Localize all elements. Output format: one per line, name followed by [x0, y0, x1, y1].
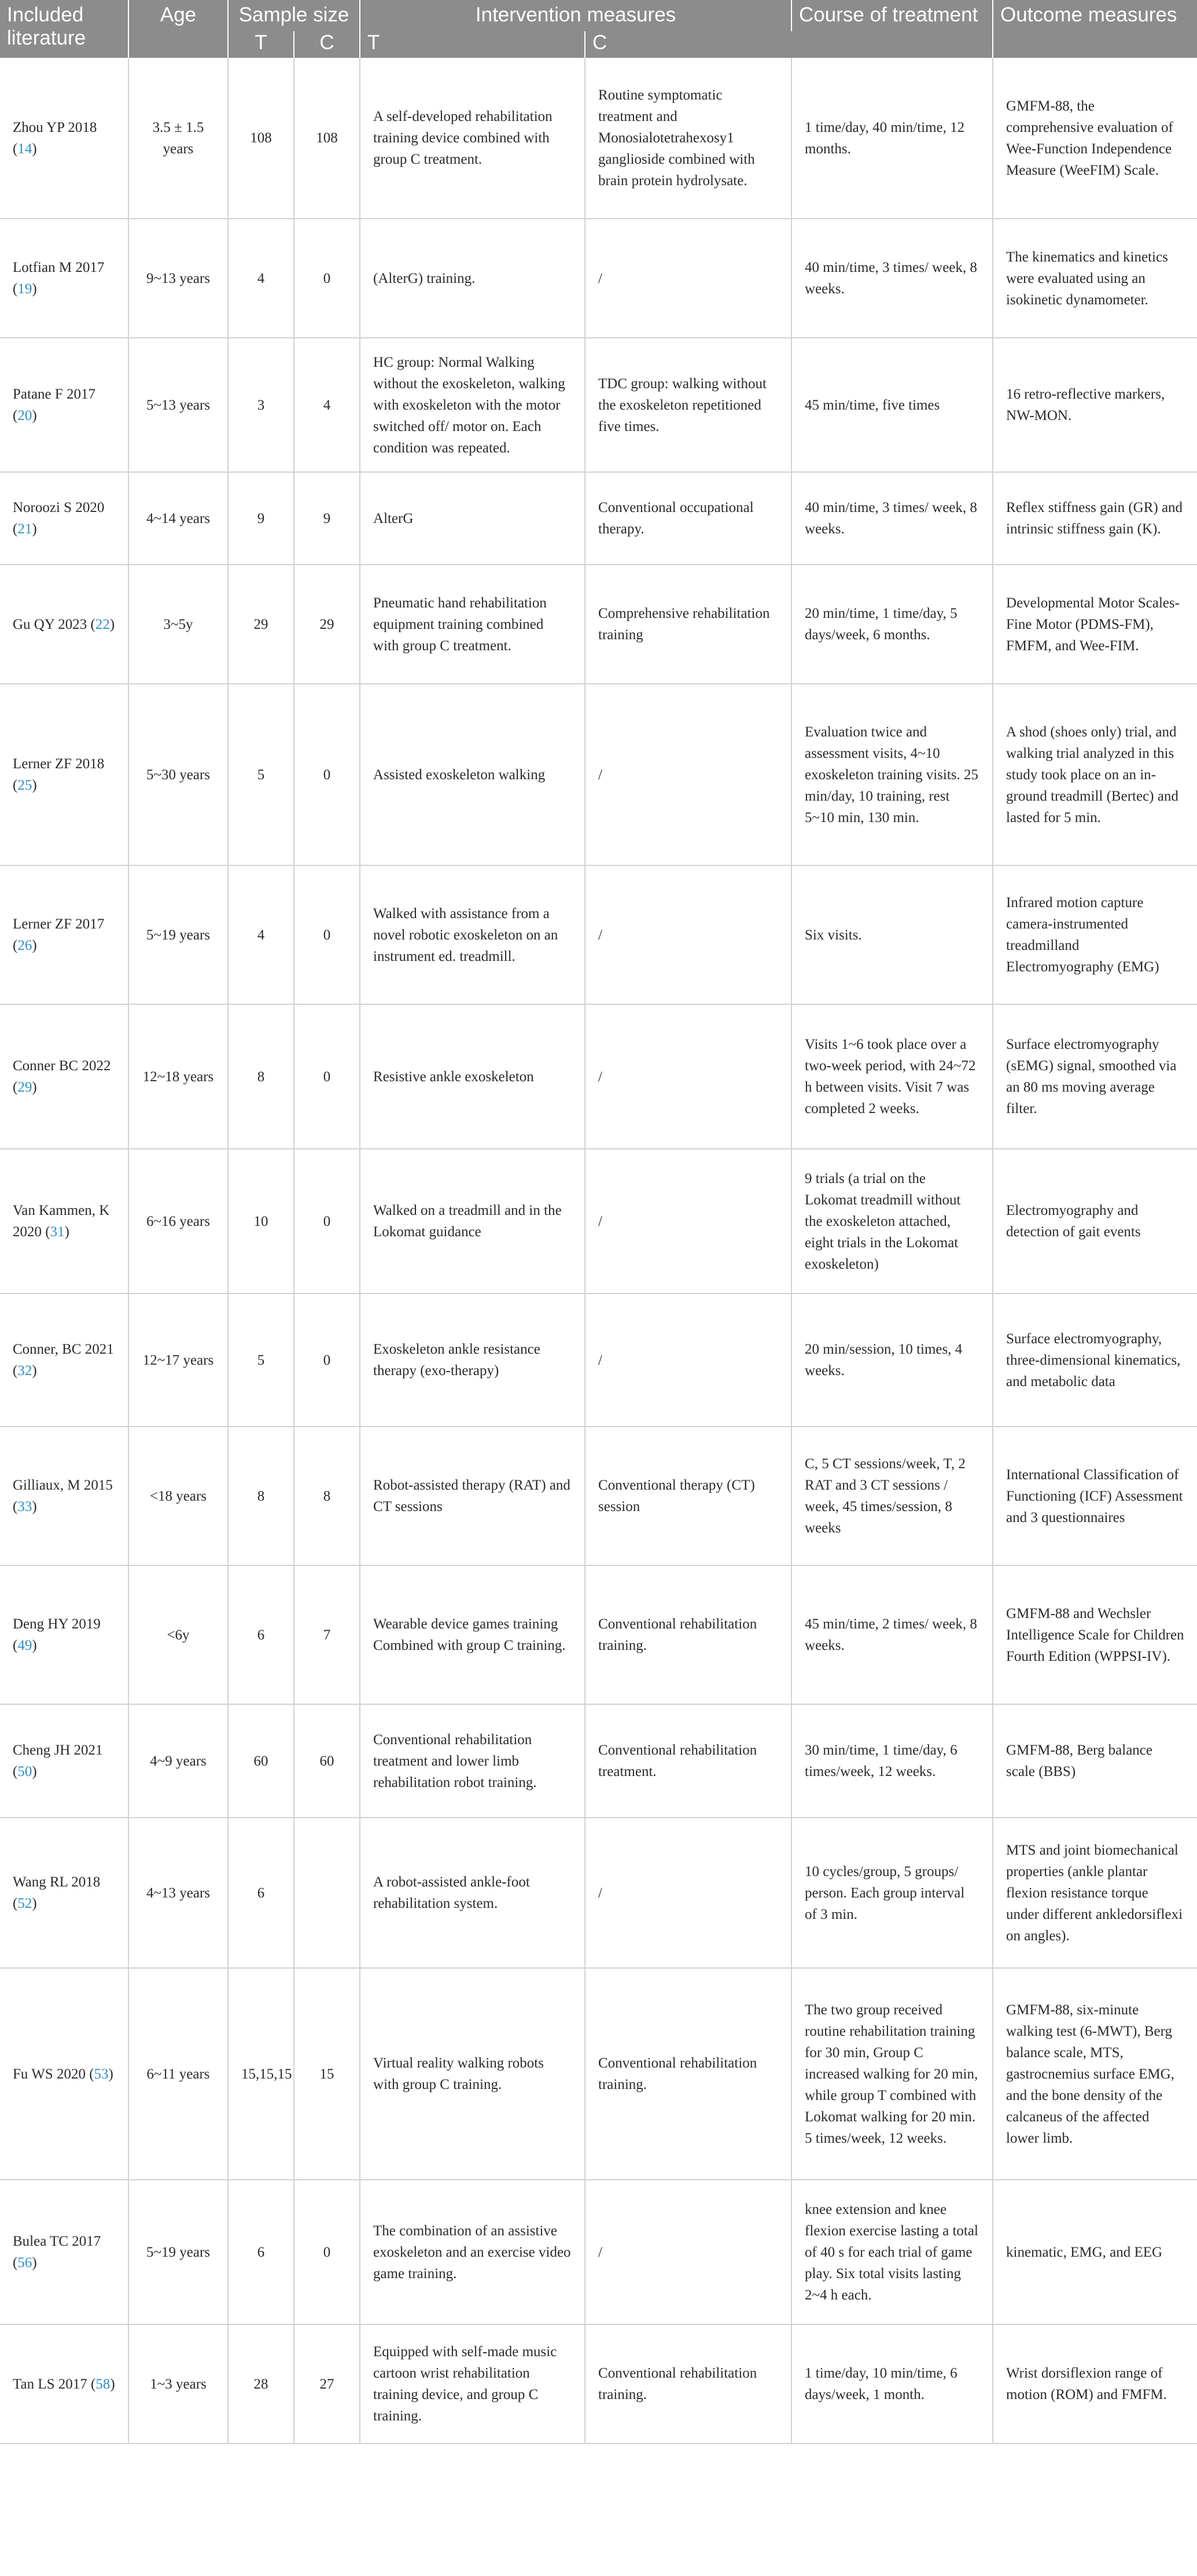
cell-intervention-t: Wearable device games training Combined with group C training. — [360, 1565, 585, 1704]
reference-link[interactable]: 19 — [17, 281, 32, 297]
cell-outcome: Surface electromyography, three-dimensional kinematics, and metabolic data — [993, 1293, 1197, 1427]
cell-outcome: Electromyography and detection of gait events — [993, 1149, 1197, 1293]
cell-intervention-t: Virtual reality walking robots with group C training. — [360, 1968, 585, 2180]
cell-age: 9~13 years — [128, 219, 228, 338]
cell-intervention-c: Conventional occupational therapy. — [585, 472, 791, 565]
cell-intervention-c: Comprehensive rehabilitation training — [585, 565, 791, 684]
cell-course: 45 min/time, five times — [791, 338, 993, 472]
reference-link[interactable]: 22 — [95, 616, 110, 632]
table-row — [0, 2324, 1197, 2444]
cell-outcome: GMFM-88, the comprehensive evaluation of Wee-Function Independence Measure (WeeFIM) Scale. — [993, 58, 1197, 219]
header-sample-size: Sample size — [228, 0, 360, 31]
cell-literature — [0, 1704, 128, 1818]
cell-intervention-t: The combination of an assistive exoskeleton and an exercise video game training. — [360, 2180, 585, 2324]
cell-literature — [0, 2180, 128, 2324]
cell-course: Visits 1~6 took place over a two-week period, with 24~72 h between visits. Visit 7 was completed 2 weeks. — [791, 1004, 993, 1149]
cell-intervention-c: TDC group: walking without the exoskeleton repetitioned five times. — [585, 338, 791, 472]
literature-text: Gilliaux, M 2015 ( — [13, 1477, 113, 1514]
cell-outcome: A shod (shoes only) trial, and walking trial analyzed in this study took place on an in-ground treadmill (Bertec) and lasted for 5 min. — [993, 684, 1197, 865]
cell-age: <6y — [128, 1565, 228, 1704]
literature-text: Cheng JH 2021 ( — [13, 1742, 103, 1779]
cell-literature — [0, 1427, 128, 1565]
header-intervention-t: T — [360, 31, 585, 58]
cell-age: 4~14 years — [128, 472, 228, 565]
cell-intervention-t: Exoskeleton ankle resistance therapy (exo-therapy) — [360, 1293, 585, 1427]
cell-literature — [0, 1565, 128, 1704]
cell-literature — [0, 1818, 128, 1968]
literature-text: Fu WS 2020 ( — [13, 2066, 94, 2082]
cell-sample-t: 10 — [228, 1149, 294, 1293]
reference-link[interactable]: 53 — [94, 2066, 109, 2082]
reference-close: ) — [64, 1224, 69, 1240]
cell-literature — [0, 472, 128, 565]
cell-outcome: Wrist dorsiflexion range of motion (ROM) and FMFM. — [993, 2324, 1197, 2444]
reference-close: ) — [32, 1764, 37, 1779]
reference-close: ) — [110, 2376, 115, 2392]
cell-intervention-t: Equipped with self-made music cartoon wrist rehabilitation training device, and group C training. — [360, 2324, 585, 2444]
table-row — [0, 1427, 1197, 1565]
cell-intervention-t: (AlterG) training. — [360, 219, 585, 338]
cell-age: 3.5 ± 1.5 years — [128, 58, 228, 219]
cell-intervention-t: Walked on a treadmill and in the Lokomat guidance — [360, 1149, 585, 1293]
cell-outcome: International Classification of Functioning (ICF) Assessment and 3 questionnaires — [993, 1427, 1197, 1565]
reference-close: ) — [32, 1499, 37, 1514]
literature-text: Zhou YP 2018 ( — [13, 119, 97, 157]
cell-age: 4~9 years — [128, 1704, 228, 1818]
cell-literature — [0, 1004, 128, 1149]
cell-sample-c: 0 — [294, 2180, 360, 2324]
cell-sample-t: 4 — [228, 219, 294, 338]
cell-course: 20 min/session, 10 times, 4 weeks. — [791, 1293, 993, 1427]
literature-text: Lerner ZF 2018 ( — [13, 756, 105, 793]
reference-link[interactable]: 56 — [17, 2255, 32, 2271]
literature-text: Patane F 2017 ( — [13, 386, 96, 423]
cell-intervention-c: / — [585, 1293, 791, 1427]
cell-outcome: Developmental Motor Scales-Fine Motor (PDMS-FM), FMFM, and Wee-FIM. — [993, 565, 1197, 684]
cell-sample-c: 60 — [294, 1704, 360, 1818]
literature-text: Wang RL 2018 ( — [13, 1874, 101, 1911]
cell-sample-t: 108 — [228, 58, 294, 219]
reference-link[interactable]: 49 — [17, 1638, 32, 1653]
cell-intervention-c: Conventional rehabilitation training. — [585, 1968, 791, 2180]
cell-literature — [0, 684, 128, 865]
reference-close: ) — [32, 1363, 37, 1379]
cell-intervention-c: Routine symptomatic treatment and Monosialotetrahexosy1 ganglioside combined with brain protein hydrolysate. — [585, 58, 791, 219]
cell-intervention-c: / — [585, 1004, 791, 1149]
table-row — [0, 1004, 1197, 1149]
cell-intervention-c: / — [585, 2180, 791, 2324]
cell-course: 20 min/time, 1 time/day, 5 days/week, 6 months. — [791, 565, 993, 684]
cell-course: knee extension and knee flexion exercise lasting a total of 40 s for each trial of game play. Six total visits lasting 2~4 h each. — [791, 2180, 993, 2324]
table-row — [0, 472, 1197, 565]
cell-age: <18 years — [128, 1427, 228, 1565]
cell-intervention-t: Assisted exoskeleton walking — [360, 684, 585, 865]
reference-close: ) — [108, 2066, 113, 2082]
literature-text: Noroozi S 2020 ( — [13, 500, 105, 537]
cell-sample-c: 0 — [294, 219, 360, 338]
header-intervention-c: C — [585, 31, 791, 58]
header-sample-t: T — [228, 31, 294, 58]
reference-close: ) — [32, 521, 37, 537]
cell-course: 10 cycles/group, 5 groups/ person. Each group interval of 3 min. — [791, 1818, 993, 1968]
cell-intervention-c: / — [585, 865, 791, 1004]
cell-outcome: The kinematics and kinetics were evaluated using an isokinetic dynamometer. — [993, 219, 1197, 338]
reference-link[interactable]: 29 — [17, 1079, 32, 1095]
cell-age: 5~30 years — [128, 684, 228, 865]
reference-link[interactable]: 32 — [17, 1363, 32, 1379]
literature-text: Lotfian M 2017 ( — [13, 260, 105, 297]
table-row — [0, 1149, 1197, 1293]
cell-sample-c: 29 — [294, 565, 360, 684]
table-row — [0, 58, 1197, 219]
reference-close: ) — [32, 777, 37, 793]
cell-literature — [0, 1968, 128, 2180]
cell-intervention-t: HC group: Normal Walking without the exoskeleton, walking with exoskeleton with the motor switched off/ motor on. Each condition was repeated. — [360, 338, 585, 472]
cell-sample-t: 15,15,15 — [228, 1968, 294, 2180]
cell-intervention-c: Conventional rehabilitation treatment. — [585, 1704, 791, 1818]
cell-literature — [0, 1293, 128, 1427]
literature-text: Tan LS 2017 ( — [13, 2376, 96, 2392]
cell-sample-t: 6 — [228, 2180, 294, 2324]
cell-course: 1 time/day, 10 min/time, 6 days/week, 1 month. — [791, 2324, 993, 2444]
header-literature: Included literature — [0, 0, 128, 58]
table-row — [0, 1565, 1197, 1704]
cell-age: 5~19 years — [128, 865, 228, 1004]
cell-sample-t: 5 — [228, 1293, 294, 1427]
reference-close: ) — [32, 1896, 37, 1911]
literature-text: Lerner ZF 2017 ( — [13, 916, 105, 953]
reference-close: ) — [32, 141, 37, 157]
reference-close: ) — [32, 1079, 37, 1095]
cell-literature — [0, 338, 128, 472]
cell-age: 6~16 years — [128, 1149, 228, 1293]
reference-link[interactable]: 21 — [17, 521, 32, 537]
cell-course: 40 min/time, 3 times/ week, 8 weeks. — [791, 472, 993, 565]
cell-intervention-t: Resistive ankle exoskeleton — [360, 1004, 585, 1149]
cell-intervention-t: Pneumatic hand rehabilitation equipment training combined with group C treatment. — [360, 565, 585, 684]
reference-close: ) — [109, 616, 115, 632]
cell-age: 5~13 years — [128, 338, 228, 472]
cell-course: The two group received routine rehabilitation training for 30 min, Group C increased walking for 20 min, while group T combined with Lokomat walking for 20 min. 5 times/week, 12 weeks. — [791, 1968, 993, 2180]
cell-outcome: Infrared motion capture camera-instrumented treadmilland Electromyography (EMG) — [993, 865, 1197, 1004]
cell-sample-c: 4 — [294, 338, 360, 472]
reference-link[interactable]: 50 — [17, 1764, 32, 1779]
cell-sample-t: 9 — [228, 472, 294, 565]
table-header — [0, 0, 1197, 58]
literature-text: Bulea TC 2017 ( — [13, 2234, 101, 2271]
cell-intervention-c: / — [585, 684, 791, 865]
cell-sample-c: 108 — [294, 58, 360, 219]
cell-sample-c: 0 — [294, 684, 360, 865]
cell-sample-t: 5 — [228, 684, 294, 865]
cell-intervention-t: A self-developed rehabilitation training device combined with group C treatment. — [360, 58, 585, 219]
cell-sample-c: 0 — [294, 865, 360, 1004]
reference-close: ) — [32, 408, 37, 423]
reference-link[interactable]: 58 — [95, 2376, 111, 2392]
cell-course: 40 min/time, 3 times/ week, 8 weeks. — [791, 219, 993, 338]
reference-link[interactable]: 33 — [17, 1499, 32, 1514]
header-outcome: Outcome measures — [993, 0, 1197, 58]
cell-literature — [0, 219, 128, 338]
cell-literature — [0, 58, 128, 219]
cell-intervention-t: Robot-assisted therapy (RAT) and CT sessions — [360, 1427, 585, 1565]
cell-sample-t: 6 — [228, 1818, 294, 1968]
cell-intervention-t: AlterG — [360, 472, 585, 565]
reference-close: ) — [32, 2255, 37, 2271]
cell-course: 30 min/time, 1 time/day, 6 times/week, 12 weeks. — [791, 1704, 993, 1818]
cell-intervention-t: A robot-assisted ankle-foot rehabilitation system. — [360, 1818, 585, 1968]
table-row — [0, 1704, 1197, 1818]
literature-text: Conner, BC 2021 ( — [13, 1342, 114, 1379]
cell-outcome: 16 retro-reflective markers, NW-MON. — [993, 338, 1197, 472]
cell-sample-c: 8 — [294, 1427, 360, 1565]
reference-link[interactable]: 31 — [50, 1224, 65, 1240]
table-body — [0, 58, 1197, 2444]
cell-sample-c: 15 — [294, 1968, 360, 2180]
reference-close: ) — [32, 1638, 37, 1653]
cell-sample-c: 0 — [294, 1004, 360, 1149]
cell-course: 45 min/time, 2 times/ week, 8 weeks. — [791, 1565, 993, 1704]
table-row — [0, 2180, 1197, 2324]
literature-text: Van Kammen, K 2020 ( — [13, 1203, 110, 1240]
literature-text: Gu QY 2023 ( — [13, 616, 95, 632]
cell-course: Six visits. — [791, 865, 993, 1004]
cell-sample-c: 0 — [294, 1293, 360, 1427]
reference-close: ) — [32, 281, 37, 297]
literature-text: Deng HY 2019 ( — [13, 1616, 101, 1653]
cell-age: 4~13 years — [128, 1818, 228, 1968]
cell-outcome: GMFM-88, six-minute walking test (6-MWT), Berg balance scale, MTS, gastrocnemius surface EMG, and the bone density of the calcaneus of the affected lower limb. — [993, 1968, 1197, 2180]
cell-literature — [0, 865, 128, 1004]
header-course: Course of treatment — [791, 0, 993, 58]
reference-link[interactable]: 20 — [17, 408, 32, 423]
cell-sample-c: 27 — [294, 2324, 360, 2444]
cell-literature — [0, 1149, 128, 1293]
cell-intervention-c: / — [585, 1818, 791, 1968]
cell-sample-t: 60 — [228, 1704, 294, 1818]
cell-age: 5~19 years — [128, 2180, 228, 2324]
cell-sample-t: 6 — [228, 1565, 294, 1704]
table-row — [0, 1818, 1197, 1968]
literature-text: Conner BC 2022 ( — [13, 1058, 111, 1095]
header-intervention: Intervention measures — [360, 0, 791, 31]
cell-literature — [0, 565, 128, 684]
cell-course: C, 5 CT sessions/week, T, 2 RAT and 3 CT sessions / week, 45 times/session, 8 weeks — [791, 1427, 993, 1565]
table-row — [0, 565, 1197, 684]
cell-sample-t: 8 — [228, 1004, 294, 1149]
cell-age: 12~18 years — [128, 1004, 228, 1149]
cell-outcome: Surface electromyography (sEMG) signal, smoothed via an 80 ms moving average filter. — [993, 1004, 1197, 1149]
cell-sample-t: 3 — [228, 338, 294, 472]
table-row — [0, 684, 1197, 865]
reference-link[interactable]: 25 — [17, 777, 32, 793]
cell-intervention-c: Conventional therapy (CT) session — [585, 1427, 791, 1565]
table-row — [0, 865, 1197, 1004]
header-age: Age — [128, 0, 228, 58]
table-row — [0, 1968, 1197, 2180]
cell-course: 1 time/day, 40 min/time, 12 months. — [791, 58, 993, 219]
cell-outcome: kinematic, EMG, and EEG — [993, 2180, 1197, 2324]
cell-intervention-c: Conventional rehabilitation training. — [585, 1565, 791, 1704]
cell-outcome: GMFM-88 and Wechsler Intelligence Scale for Children Fourth Edition (WPPSI-IV). — [993, 1565, 1197, 1704]
cell-age: 12~17 years — [128, 1293, 228, 1427]
reference-link[interactable]: 26 — [17, 938, 32, 953]
reference-link[interactable]: 14 — [17, 141, 32, 157]
cell-age: 3~5y — [128, 565, 228, 684]
cell-literature — [0, 2324, 128, 2444]
cell-sample-c — [294, 1818, 360, 1968]
cell-sample-t: 28 — [228, 2324, 294, 2444]
cell-age: 6~11 years — [128, 1968, 228, 2180]
cell-outcome: MTS and joint biomechanical properties (ankle plantar flexion resistance torque under different ankledorsiflexi on angles). — [993, 1818, 1197, 1968]
reference-link[interactable]: 52 — [17, 1896, 32, 1911]
table-row — [0, 338, 1197, 472]
cell-sample-c: 0 — [294, 1149, 360, 1293]
cell-intervention-t: Conventional rehabilitation treatment and lower limb rehabilitation robot training. — [360, 1704, 585, 1818]
cell-age: 1~3 years — [128, 2324, 228, 2444]
cell-outcome: GMFM-88, Berg balance scale (BBS) — [993, 1704, 1197, 1818]
cell-course: 9 trials (a trial on the Lokomat treadmill without the exoskeleton attached, eight trials in the Lokomat exoskeleton) — [791, 1149, 993, 1293]
cell-sample-t: 4 — [228, 865, 294, 1004]
header-sample-c: C — [294, 31, 360, 58]
cell-intervention-t: Walked with assistance from a novel robotic exoskeleton on an instrument ed. treadmill. — [360, 865, 585, 1004]
cell-course: Evaluation twice and assessment visits, 4~10 exoskeleton training visits. 25 min/day, 10 training, rest 5~10 min, 130 min. — [791, 684, 993, 865]
cell-intervention-c: / — [585, 1149, 791, 1293]
cell-sample-c: 7 — [294, 1565, 360, 1704]
cell-intervention-c: / — [585, 219, 791, 338]
table-row — [0, 1293, 1197, 1427]
cell-sample-t: 29 — [228, 565, 294, 684]
cell-sample-c: 9 — [294, 472, 360, 565]
cell-sample-t: 8 — [228, 1427, 294, 1565]
cell-outcome: Reflex stiffness gain (GR) and intrinsic stiffness gain (K). — [993, 472, 1197, 565]
table-row — [0, 219, 1197, 338]
reference-close: ) — [32, 938, 37, 953]
cell-intervention-c: Conventional rehabilitation training. — [585, 2324, 791, 2444]
